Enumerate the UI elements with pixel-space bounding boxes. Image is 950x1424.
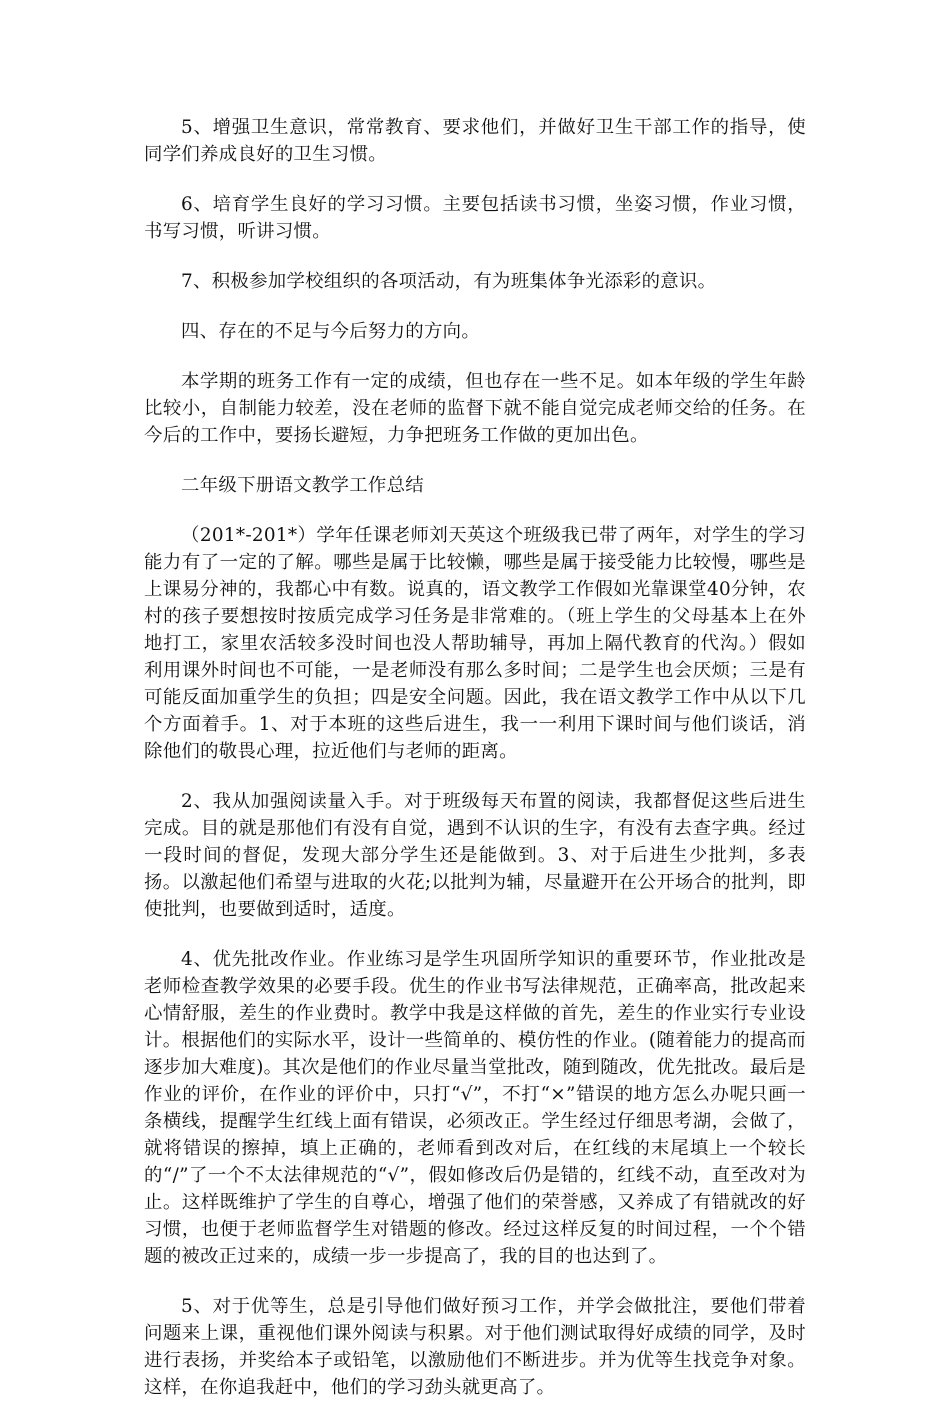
document-title: 二年级下册语文教学工作总结 xyxy=(181,475,424,496)
paragraph-activities: 7、积极参加学校组织的各项活动，有为班集体争光添彩的意识。 xyxy=(181,271,717,292)
paragraph-top-students: 5、对于优等生，总是引导他们做好预习工作，并学会做批注，要他们带着问题来上课，重视他们课外阅读与积累。对于他们测试取得好成绩的同学，及时进行表扬，并奖给本子或铅笔，以激励他们不断进步。并为优等生找竞争对象。这样，在你追我赶中，他们的学习劲头就更高了。 xyxy=(144,1296,806,1398)
document-body xyxy=(144,114,806,1424)
paragraph-reading: 2、我从加强阅读量入手。对于班级每天布置的阅读，我都督促这些后进生完成。目的就是那他们有没有自觉，遇到不认识的生字，有没有去查字典。经过一段时间的督促，发现大部分学生还是能做到。3、对于后进生少批判，多表扬。以激起他们希望与进取的火花;以批判为辅，尽量避开在公开场合的批判，即使批判，也要做到适时，适度。 xyxy=(144,791,806,920)
section-heading-shortcomings: 四、存在的不足与今后努力的方向。 xyxy=(181,321,481,342)
paragraph-hygiene: 5、增强卫生意识，常常教育、要求他们，并做好卫生干部工作的指导，使同学们养成良好的卫生习惯。 xyxy=(144,117,806,165)
paragraph-study-habits: 6、培育学生良好的学习习惯。主要包括读书习惯，坐姿习惯，作业习惯，书写习惯，听讲习惯。 xyxy=(144,194,806,242)
paragraph-intro: （201*-201*）学年任课老师刘天英这个班级我已带了两年，对学生的学习能力有了一定的了解。哪些是属于比较懒，哪些是属于接受能力比较慢，哪些是上课易分神的，我都心中有数。说真的，语文教学工作假如光靠课堂40分钟，农村的孩子要想按时按质完成学习任务是非常难的。（班上学生的父母基本上在外地打工，家里农活较多没时间也没人帮助辅导，再加上隔代教育的代沟。）假如利用课外时间也不可能，一是老师没有那么多时间；二是学生也会厌烦；三是有可能反面加重学生的负担；四是安全问题。因此，我在语文教学工作中从以下几个方面着手。1、对于本班的这些后进生，我一一利用下课时间与他们谈话，消除他们的敬畏心理，拉近他们与老师的距离。 xyxy=(144,525,806,762)
paragraph-shortcomings: 本学期的班务工作有一定的成绩，但也存在一些不足。如本年级的学生年龄比较小，自制能力较差，没在老师的监督下就不能自觉完成老师交给的任务。在今后的工作中，要扬长避短，力争把班务工作做的更加出色。 xyxy=(144,371,806,446)
paragraph-homework: 4、优先批改作业。作业练习是学生巩固所学知识的重要环节，作业批改是老师检查教学效果的必要手段。优生的作业书写法律规范，正确率高，批改起来心情舒服，差生的作业费时。教学中我是这样做的首先，差生的作业实行专业设计。根据他们的实际水平，设计一些简单的、模仿性的作业。(随着能力的提高而逐步加大难度)。其次是他们的作业尽量当堂批改，随到随改，优先批改。最后是作业的评价，在作业的评价中，只打“√”，不打“×”错误的地方怎么办呢只画一条横线，提醒学生红线上面有错误，必须改正。学生经过仔细思考湖，会做了，就将错误的擦掉，填上正确的，老师看到改对后，在红线的末尾填上一个较长的“/”了一个不太法律规范的“√”，假如修改后仍是错的，红线不动，直至改对为止。这样既维护了学生的自尊心，增强了他们的荣誉感，又养成了有错就改的好习惯，也便于老师监督学生对错题的修改。经过这样反复的时间过程，一个个错题的被改正过来的，成绩一步一步提高了，我的目的也达到了。 xyxy=(144,949,806,1267)
